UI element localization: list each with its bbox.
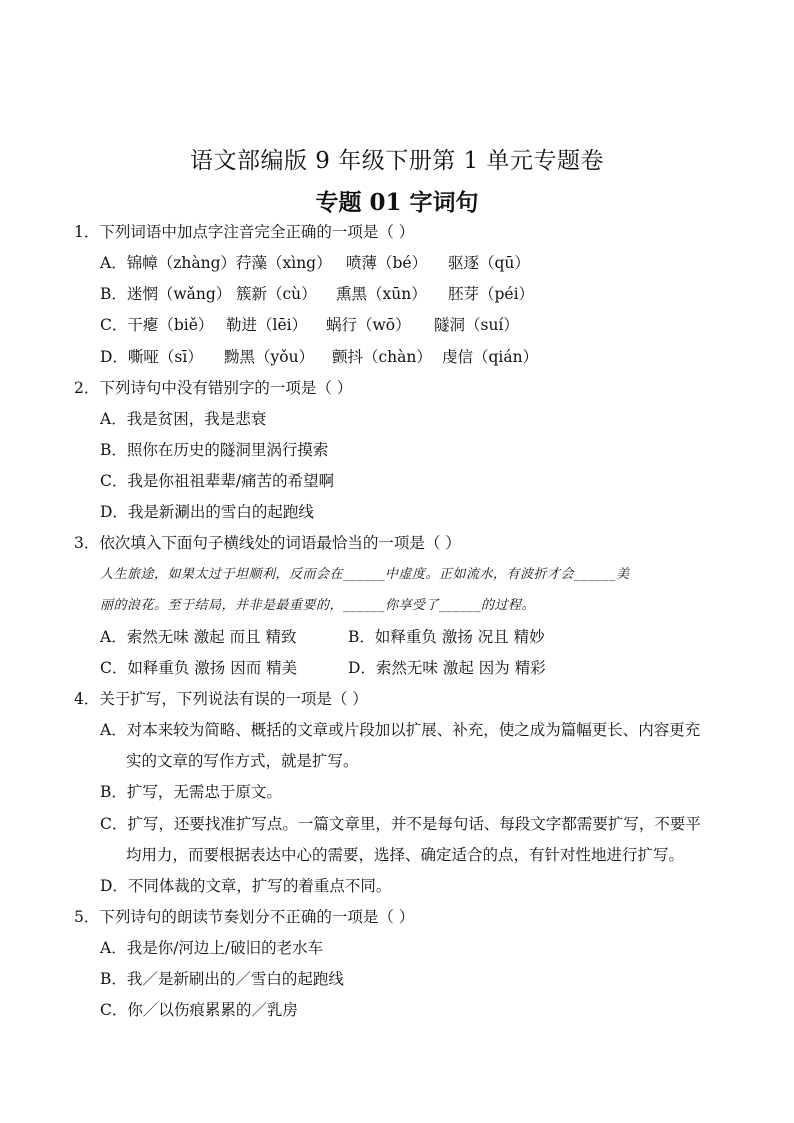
question-4-option-a-continued: 实的文章的写作方式，就是扩写。 (126, 752, 359, 770)
question-4-option-a: A．对本来较为简略、概括的文章或片段加以扩展、补充，使之成为篇幅更长、内容更充 (100, 721, 701, 739)
question-4 (74, 689, 368, 709)
question-3-options-row-2 (100, 658, 546, 678)
document-title: 语文部编版 9 年级下册第 1 单元专题卷 (189, 148, 604, 174)
option-a: A．索然无味 激起 而且 精致 (100, 628, 297, 646)
option-b: B．如释重负 激扬 况且 精妙 (348, 628, 545, 646)
question-2-option-a: A．我是贫困，我是悲衰 (100, 410, 267, 428)
question-2 (74, 378, 352, 398)
question-number: 4． (74, 690, 100, 708)
option-term: 簇新（cù） (236, 285, 317, 303)
question-1-option-b (100, 284, 534, 304)
option-term: 蜗行（wō） (326, 316, 411, 334)
question-4-option-c: C．扩写，还要找准扩写点。一篇文章里，并不是每句话、每段文字都需要扩写，不要平 (100, 815, 701, 833)
question-2-option-c: C．我是你祖祖辈辈/痛苦的希望啊 (100, 472, 335, 490)
question-5 (74, 907, 414, 927)
question-1-option-d (100, 347, 538, 367)
question-stem: 下列词语中加点字注音完全正确的一项是（ ） (99, 223, 415, 241)
question-stem: 关于扩写，下列说法有误的一项是（ ） (99, 690, 368, 708)
question-number: 2． (74, 379, 100, 397)
question-3 (74, 533, 461, 553)
question-4-option-d: D．不同体裁的文章，扩写的着重点不同。 (100, 877, 392, 895)
question-1-option-c (100, 315, 519, 335)
option-term: C．干瘪（biě） (100, 316, 214, 334)
question-4-option-c-continued: 均用力，而要根据表达中心的需要，选择、确定适合的点，有针对性地进行扩写。 (126, 846, 685, 864)
option-term: 荇藻（xìng） (236, 254, 332, 272)
option-term: 喷薄（bé） (346, 254, 428, 272)
question-number: 5． (74, 908, 100, 926)
option-term: D．嘶哑（sī） (100, 348, 203, 366)
question-5-option-a: A．我是你/河边上/破旧的老水车 (100, 939, 324, 957)
question-3-passage-line-1: 人生旅途，如果太过于坦顺利，反而会在______中虚度。正如流水，有波折才会______美 (100, 567, 630, 582)
question-1-option-a (100, 253, 530, 273)
option-term: 颤抖（chàn） (332, 348, 432, 366)
question-4-option-b: B．扩写，无需忠于原文。 (100, 783, 282, 801)
question-stem: 下列诗句中没有错别字的一项是（ ） (99, 379, 353, 397)
option-term: 胚芽（péi） (448, 285, 535, 303)
question-5-option-b: B．我／是新刷出的／雪白的起跑线 (100, 970, 344, 988)
question-2-option-b: B．照你在历史的隧洞里涡行摸索 (100, 441, 329, 459)
question-5-option-c: C．你／以伤痕累累的／乳房 (100, 1001, 298, 1019)
option-term: A．锦幛（zhàng） (100, 254, 236, 272)
question-number: 3． (74, 534, 100, 552)
document-subtitle: 专题 01 字词句 (315, 189, 479, 216)
option-c: C．如释重负 激扬 因而 精美 (100, 659, 298, 677)
option-term: 隧洞（suí） (434, 316, 519, 334)
question-3-passage-line-2: 丽的浪花。至于结局，并非是最重要的，______你享受了______的过程。 (100, 598, 536, 613)
option-term: 勒进（lēi） (226, 316, 308, 334)
option-term: 驱逐（qū） (448, 254, 530, 272)
option-term: 熏黑（xūn） (336, 285, 427, 303)
question-2-option-d: D．我是新涮出的雪白的起跑线 (100, 503, 314, 521)
option-term: 虔信（qián） (442, 348, 539, 366)
option-term: 黝黑（yǒu） (224, 348, 315, 366)
option-term: B．迷惘（wǎng） (100, 285, 232, 303)
question-number: 1． (74, 223, 100, 241)
question-stem: 依次填入下面句子横线处的词语最恰当的一项是（ ） (99, 534, 461, 552)
question-3-options-row-1 (100, 627, 545, 647)
question-stem: 下列诗句的朗读节奏划分不正确的一项是（ ） (99, 908, 415, 926)
option-d: D．索然无味 激起 因为 精彩 (348, 659, 546, 677)
question-1 (74, 222, 414, 242)
